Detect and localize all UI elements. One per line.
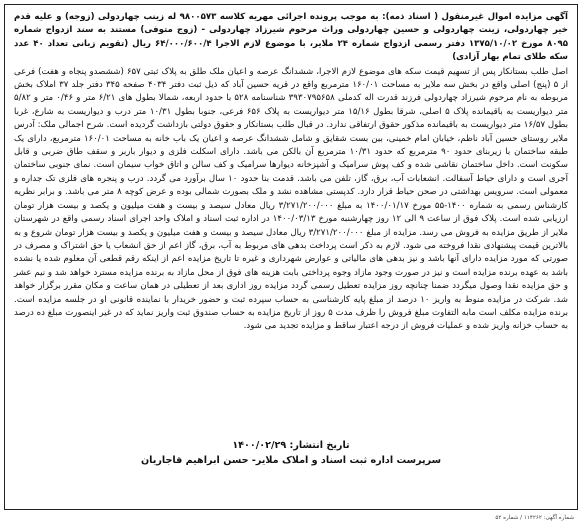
- notice-frame: [4, 4, 578, 510]
- notice-headline: [14, 11, 568, 65]
- signature-block: [5, 438, 577, 468]
- footer-note: شماره آگهی: ۱۱۴۲۶۲ / شماره ۵۲: [495, 515, 574, 521]
- signature: سرپرست اداره ثبت اسناد و املاک ملایر- حسن ابراهیم قاجاریان: [140, 455, 442, 466]
- publish-date: تاریخ انتشار: ۱۴۰۰/۰۲/۲۹: [232, 440, 350, 451]
- notice-title: آگهی مزایده اموال غیرمنقول ( اسناد ذمه): [385, 12, 569, 22]
- notice-body: اصل طلب بستانکار پس از تسهیم قیمت سکه های موضوع لازم الاجرا، ششدانگ عرصه و اعیان ملک طلق به پلاک ثبتی ۶۵۷ (ششصدو پنجاه و هفت) فرعی از ۵ (پنج) اصلی واقع در بخش سه ملایر به مساحت ۱۶۰/۰۱ مترمربع واقع در قریه حسین آباد که ذیل ثبت دفتر ۴۰۳۴ صفحه ۳۴۵ دفتر جلد ۳۷ املاک بخش مربوطه به نام مرحوم شیرزاد چهاردولی فرزند قدرت اله کدملی ۳۹۳۰۷۹۵۶۵۸ شناسنامه ۵۲۸ با حدود اربعه، شمالا بطول های ۶/۲۱ متر و ۰/۴۶ متر و ۵/۸۲ متر دیواریست به باقیمانده پلاک ۵ اصلی، شرقا بطول ۱۵/۱۶ متر دیواریست به پلاک ۶۵۶ فرعی، جنوبا بطول ۱۰/۳۱ متر درب و دیواریست به شارع، غربا بطول ۱۶/۵۷ متر دیواریست به باقیمانده مذکور حقوق ارتفاقی ندارد. در قبال طلب بستانکار و حقوق دولتی بازداشت گردیده است. شرح اجمالی ملک: آدرس ملایر روستای حسین آباد ناظم، خیابان امام خمینی، بین بست شقایق و شامل ششدانگ عرصه و اعیان یک باب خانه به مساحت ۱۶۰/۰۱ مترمربع، دارای یک طبقه ساختمان با زیربنای حدود ۹۰ مترمربع که حدود ۱۰/۳۱ مترمربع آن بالکن می باشد. دارای اسکلت فلزی و دیوار باربر و سقف طاق ضربی و قابل سکونت است. داخل ساختمان نقاشی شده و کف پوش سرامیک و آشپزخانه دیوارها سرامیک و کف سالن و اتاق خواب سیمان است. نمای جنوبی ساختمان آجری است و دارای حیاط آسفالت. انشعابات آب، برق، گاز، تلفن می باشد. قدمت بنا حدود ۱۰ سال برآورد می گردد. درب و پنجره های فلزی تک جداره و معمولی است. سرویس بهداشتی در صحن حیاط قرار دارد. کدپستی مشاهده نشد و ملک بصورت شمالی بوده و عرض کوچه ۸ متر می باشد. و برابر نظریه کارشناس رسمی به شماره ۱۴۰۰-۵۵ مورخ ۱۴۰۰/۰۱/۱۷ به مبلغ ۳/۲۷۱/۲۰۰/۰۰۰ ریال معادل سیصد و بیست و هفت میلیون و یکصد و بیست هزار تومان ارزیابی شده است. پلاک فوق از ساعت ۹ الی ۱۲ روز چهارشنبه مورخ ۱۴۰۰/۰۳/۱۳ در اداره ثبت اسناد و املاک واحد اجرای اسناد رسمی واقع در شهرستان ملایر از طریق مزایده به فروش می رسد. مزایده از مبلغ ۳/۲۷۱/۲۰۰/۰۰۰ ریال معادل سیصد و بیست و هفت میلیون و یکصد و بیست هزار تومان شروع و به بالاترین قیمت پیشنهادی نقدا فروخته می شود. لازم به ذکر است پرداخت بدهی های مربوط به آب، برق، گاز اعم از حق انشعاب یا حق اشتراک و مصرف در صورتی که مورد مزایده دارای آنها باشد و نیز بدهی های مالیاتی و عوارض شهرداری و غیره تا تاریخ مزایده اعم از اینکه رقم قطعی آن معلوم شده یا نشده باشد به عهده برنده مزایده است و نیز در صورت وجود مازاد وجوه پرداختی بابت هزینه های فوق از محل مازاد به برنده مزایده مسترد خواهد شد و نیم عشر و حق مزایده نقدا وصول میگردد ضمنا چنانچه روز مزایده تعطیل رسمی گردد مزایده روز اداری بعد از تعطیلی در همان ساعت و مکان مقرر برگزار خواهد شد. شرکت در مزایده منوط به واریز ۱۰ درصد از مبلغ پایه کارشناسی به حساب سپرده ثبت و حضور خریدار با نماینده قانونی او در جلسه مزایده است. برنده مزایده مکلف است مابه التفاوت مبلغ فروش را ظرف مدت ۵ روز از تاریخ مزایده به حساب صندوق ثبت واریز نماید که در غیر اینصورت مبلغ ده درصد به حساب خزانه واریز شده و عملیات فروش از درجه اعتبار ساقط و مزایده تجدید می شود.: [14, 66, 569, 332]
- notice-intro: : به موجب پرونده اجرائی مهریه کلاسه ۹۸۰۰۵۷۳ له زینب چهاردولی (زوجه) و علیه قدم خیر چهاردولی، زینت چهاردولی و حسین چهاردولی وراث مرحوم شیرزاد چهاردولی - (زوج متوفی) مستند به سند ازدواج شماره ۸۰۹۵ مورخ ۱۳۷۵/۱۰/۰۲ دفتر رسمی ازدواج شماره ۲۴ ملایر، با موضوع لازم الاجرا ۶۴/۰۰۰/۶۰۰/۴ ریال (تقویم زبانی تعداد ۴۰ عدد سکه طلای تمام بهار آزادی): [14, 12, 568, 63]
- notice-content: [14, 11, 568, 334]
